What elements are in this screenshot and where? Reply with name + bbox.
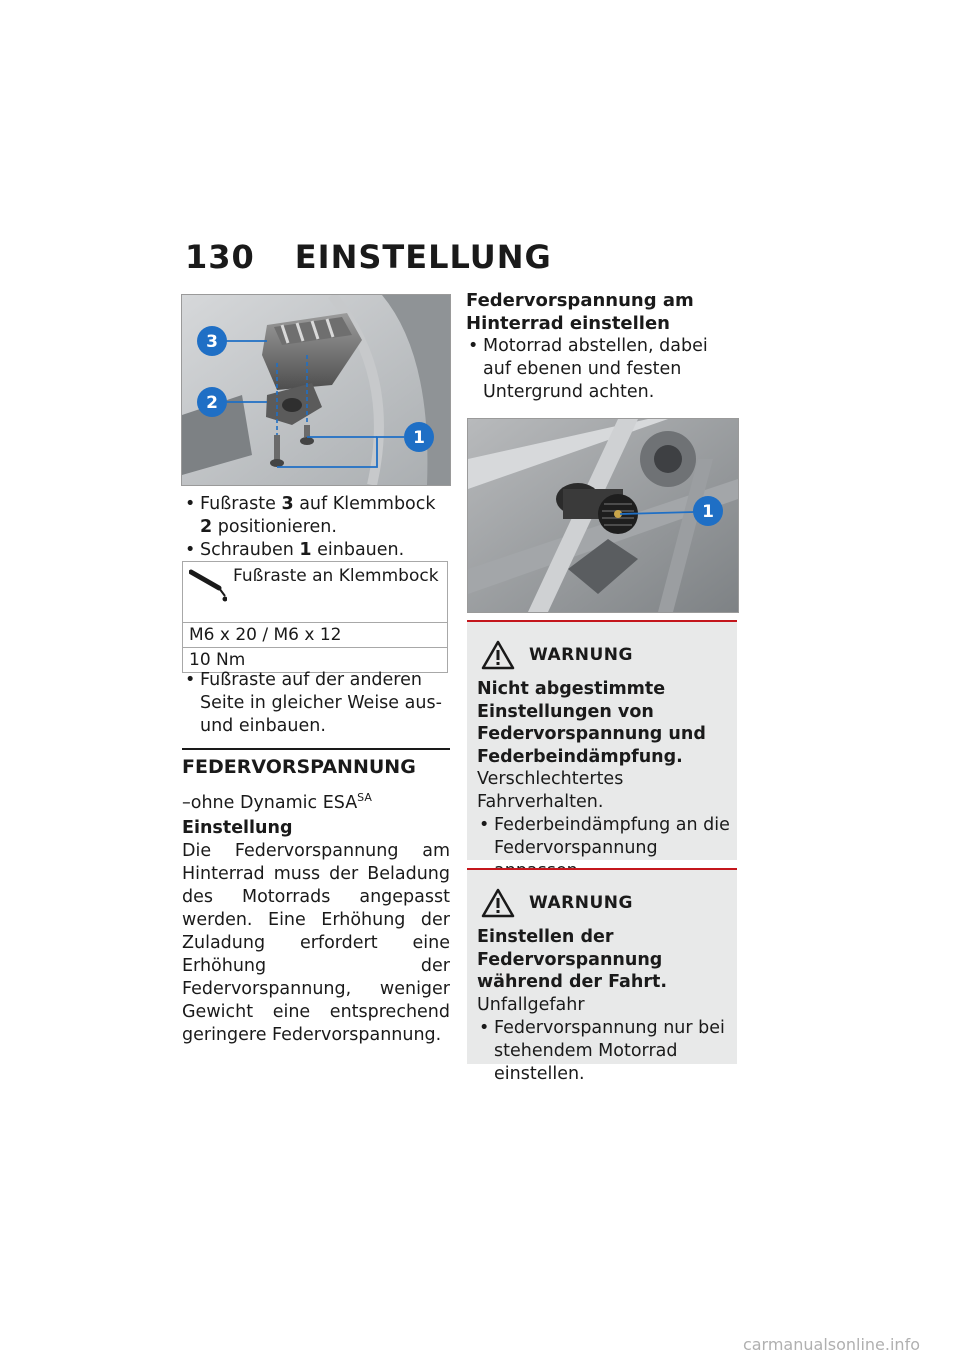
svg-text:1: 1 <box>413 428 425 448</box>
procedure-heading: Federvorspannung am Hinterrad einstellen <box>466 290 694 334</box>
callout-1 <box>404 422 434 452</box>
warning-box-1 <box>467 620 737 860</box>
subsection-heading: Einstellung <box>182 818 293 838</box>
section-subtitle: –ohne Dynamic $ESA^{SA}$ <box>182 791 372 813</box>
spring-adjuster-image <box>467 418 739 613</box>
spring-adjuster-illustration <box>468 419 738 612</box>
torque-head: Fußraste an Klemmbock <box>183 562 448 623</box>
watermark: carmanualsonline.info <box>742 1335 920 1354</box>
page-header <box>185 238 552 276</box>
warning-box-2 <box>467 868 737 1084</box>
callout-2 <box>197 387 227 417</box>
step-install-screws: • Schrauben 1 einbauen. <box>183 539 451 562</box>
body-text: Die Federvorspannung am Hinterrad muss der Beladung des Motorrads angepasst werden. Eine Erhöhung der Zuladung erfordert eine Erhöhung der Federvorspannung, weniger Gewicht eine entsprechend geringere Federvorspannung. <box>182 841 450 1045</box>
svg-text:2: 2 <box>206 393 218 413</box>
section-content <box>182 817 450 1047</box>
step-other-side: • Fußraste auf der anderen Seite in gleicher Weise aus- und einbauen. <box>183 669 451 738</box>
page-number: 130 <box>185 238 255 276</box>
warning-heading-1: WARNUNG <box>481 640 633 670</box>
step-position-footrest: • Fußraste 3 auf Klemmbock 2 positionieren. <box>183 493 451 539</box>
warning-content-2: Einstellen der Federvorspannung während der Fahrt. Unfallgefahr • Federvorspannung nur bei stehendem Motorrad einstellen. <box>477 926 732 1086</box>
svg-text:1: 1 <box>702 502 714 522</box>
svg-text:3: 3 <box>206 332 218 352</box>
footrest-image <box>181 294 451 486</box>
torque-wrench-icon <box>189 566 227 604</box>
callout-3 <box>197 326 227 356</box>
step-park-motorcycle: • Motorrad abstellen, dabei auf ebenen und festen Untergrund achten. <box>466 335 738 404</box>
warning-content-1: Nicht abgestimmte Einstellungen von Federvorspannung und Federbeindämpfung. Verschlechtertes Fahrverhalten. • Federbeindämpfung an die Federvorspannung <box>477 678 732 883</box>
steps-footrest <box>183 493 451 562</box>
right-intro <box>466 289 738 404</box>
torque-table <box>182 561 448 673</box>
section-title: FEDERVORSPANNUNG <box>182 756 416 778</box>
warning-heading-2: WARNUNG <box>481 888 633 918</box>
torque-screw-size: M6 x 20 / M6 x 12 <box>183 623 448 648</box>
warning-triangle-icon <box>481 640 515 670</box>
callout-1-right <box>693 496 723 526</box>
torque-value: 10 Nm <box>183 648 448 673</box>
section-divider <box>182 748 450 750</box>
warning-triangle-icon <box>481 888 515 918</box>
page-title: EINSTELLUNG <box>294 238 552 276</box>
footrest-illustration <box>182 295 450 485</box>
